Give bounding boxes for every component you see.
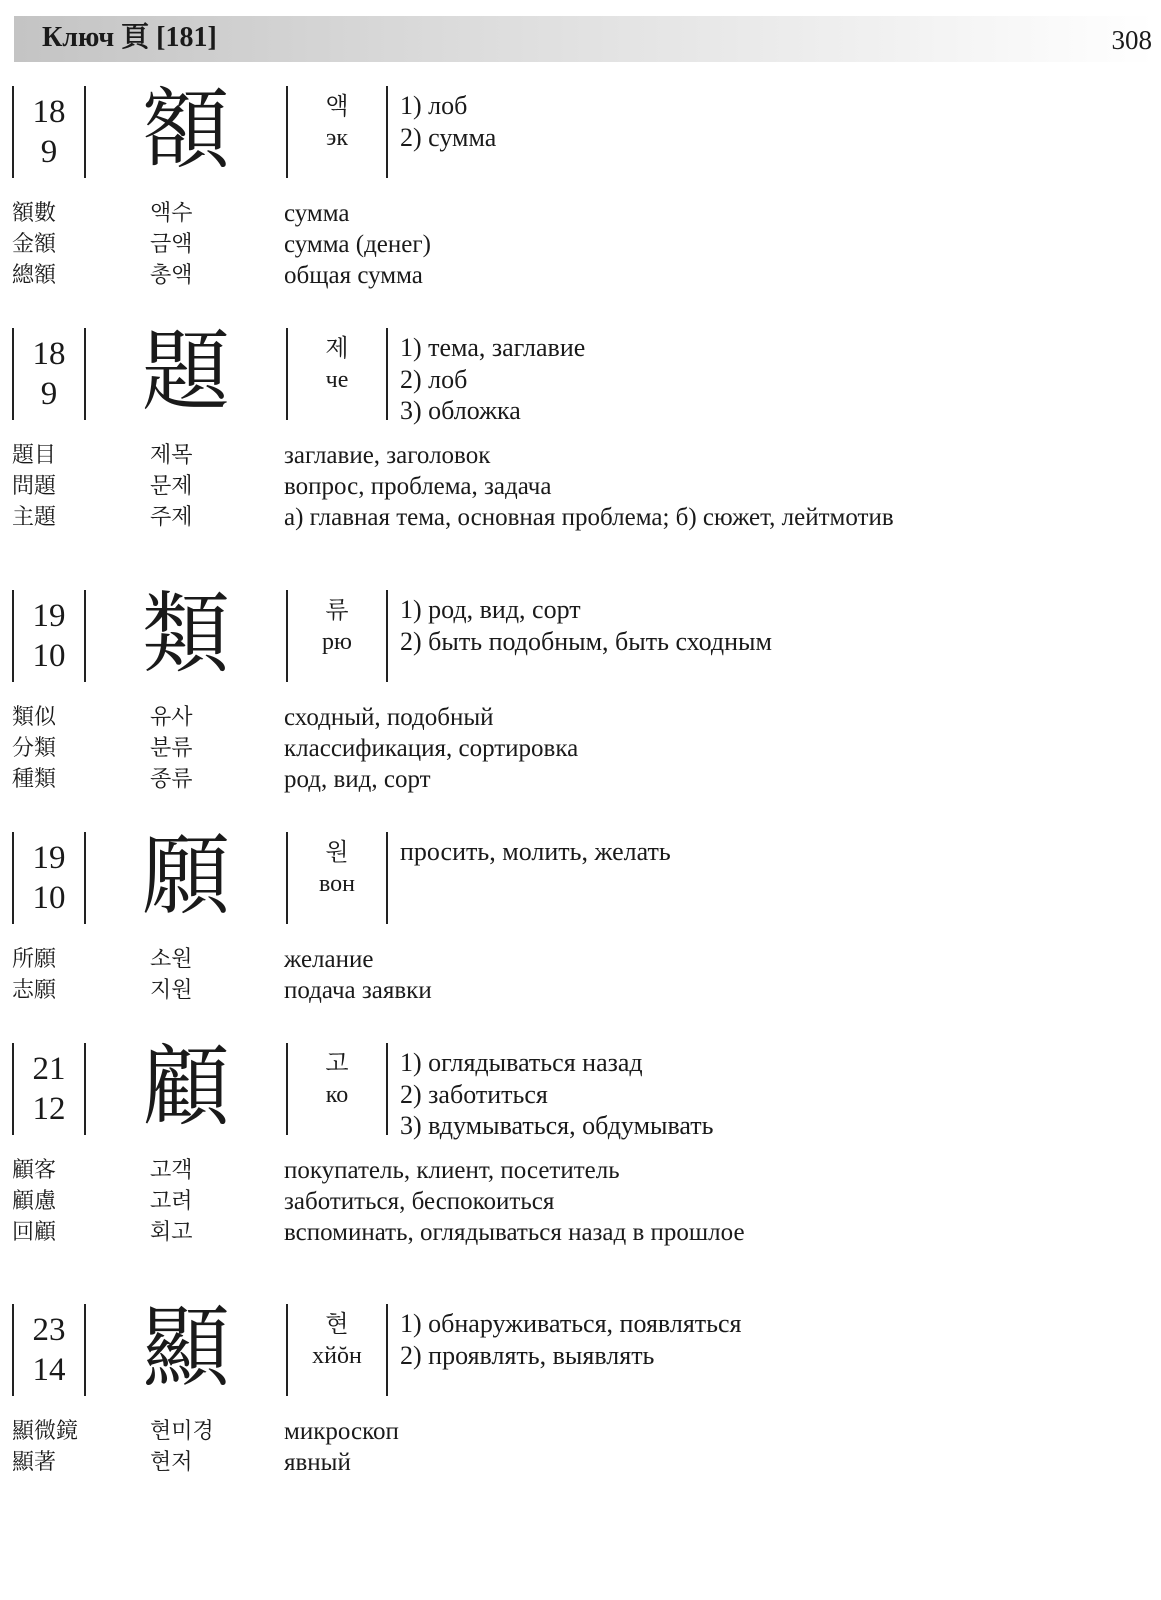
dictionary-entry [0,322,1161,533]
compound-meaning: заботиться, беспокоиться [284,1188,555,1215]
stroke-count-total: 21 [32,1051,66,1087]
compound-hangul: 소원 [150,947,193,972]
compound-hanja: 總額 [12,263,57,288]
stroke-count-box [12,590,86,682]
compound-row [0,471,1161,502]
compound-hangul: 현저 [150,1450,193,1475]
compounds-list [0,1155,1161,1248]
stroke-count-total: 19 [32,840,66,876]
headword-hanja: 題 [141,320,230,423]
compound-meaning: род, вид, сорт [284,766,431,793]
meaning-line: 2) заботиться [400,1079,548,1109]
reading-transliteration: эк [326,125,348,151]
compound-meaning: вопрос, проблема, задача [284,473,552,500]
stroke-count-extra: 10 [32,880,66,916]
entry-head [0,1035,1161,1140]
meaning-line: 1) тема, заглавие [400,333,586,362]
meaning-line: 1) оглядываться назад [400,1048,643,1077]
reading-hangul: 류 [325,596,349,624]
compound-row [0,944,1161,975]
entry-head [0,826,1161,926]
compound-hangul: 고객 [150,1158,193,1183]
stroke-count-extra: 9 [40,376,58,412]
page-header [14,16,1154,62]
compound-meaning: микроскоп [284,1418,399,1445]
stroke-count-extra: 10 [32,638,66,674]
compound-hanja: 顧客 [12,1158,57,1183]
headword-hanja: 額 [141,78,230,181]
compound-hanja: 金額 [12,232,57,257]
entry-head [0,1298,1161,1398]
meanings-list [400,594,772,657]
meaning-line: 2) сумма [400,122,497,152]
meanings-list [400,836,671,868]
compound-hangul: 현미경 [150,1419,214,1444]
stroke-count-total: 23 [32,1312,66,1348]
compound-hangul: 종류 [150,767,193,792]
meaning-line: 2) быть подобным, быть сходным [400,626,772,656]
reading-hangul: 제 [325,334,349,362]
compound-row [0,702,1161,733]
compound-meaning: подача заявки [284,977,432,1004]
meaning-line: 3) вдумываться, обдумывать [400,1111,714,1140]
meaning-line: 1) лоб [400,91,468,120]
compound-hangul: 총액 [150,263,193,288]
stroke-count-extra: 9 [40,134,58,170]
reading-box [286,1304,388,1396]
reading-transliteration: че [325,367,349,393]
compound-hanja: 問題 [12,474,57,499]
compound-hangul: 유사 [150,705,193,730]
compound-hanja: 回顧 [12,1220,57,1245]
compound-hanja: 志願 [12,978,57,1003]
reading-transliteration: вон [318,871,355,897]
meaning-line: 1) обнаруживаться, появляться [400,1309,742,1338]
compound-row [0,440,1161,471]
stroke-count-total: 18 [32,94,66,130]
stroke-count-extra: 12 [32,1091,66,1127]
stroke-count-box [12,832,86,924]
compound-meaning: заглавие, заголовок [284,442,491,469]
meanings-list [400,1047,714,1142]
compound-meaning: вспоминать, оглядываться назад в прошлое [284,1219,745,1246]
compound-meaning: классификация, сортировка [284,735,579,762]
compound-hangul: 문제 [150,474,193,499]
compounds-list [0,944,1161,1006]
compound-row [0,733,1161,764]
meanings-list [400,332,585,427]
reading-hangul: 액 [325,92,349,120]
meaning-line: 2) лоб [400,364,468,394]
page-title: Ключ 頁 [181] [42,22,217,53]
compounds-list [0,1416,1161,1478]
stroke-count-box [12,1043,86,1135]
compound-hangul: 지원 [150,978,193,1003]
reading-box [286,832,388,924]
reading-box [286,328,388,420]
compound-row [0,1447,1161,1478]
compound-row [0,1416,1161,1447]
compound-row [0,1155,1161,1186]
compound-row [0,975,1161,1006]
compound-hanja: 主題 [12,505,57,530]
compound-row [0,502,1161,533]
compound-hanja: 顯著 [12,1450,57,1475]
compound-hanja: 顯微鏡 [12,1419,79,1444]
reading-transliteration: хйŏн [312,1343,362,1369]
dictionary-entry [0,1298,1161,1478]
compound-row [0,764,1161,795]
dictionary-entry [0,80,1161,291]
stroke-count-box [12,1304,86,1396]
compound-hangul: 분류 [150,736,193,761]
stroke-count-box [12,86,86,178]
compound-hangul: 고려 [150,1189,193,1214]
stroke-count-total: 18 [32,336,66,372]
entry-head [0,584,1161,684]
dictionary-entry [0,826,1161,1006]
compound-hanja: 分類 [12,736,57,761]
reading-transliteration: ко [325,1082,349,1108]
meaning-line: 1) род, вид, сорт [400,595,581,624]
dictionary-entry [0,1037,1161,1248]
compound-hanja: 題目 [12,443,57,468]
compounds-list [0,440,1161,533]
reading-box [286,86,388,178]
compound-meaning: общая сумма [284,262,423,289]
compound-row [0,198,1161,229]
compound-hanja: 類似 [12,705,57,730]
reading-hangul: 원 [325,838,349,866]
reading-hangul: 고 [325,1049,349,1077]
meaning-line: 3) обложка [400,396,521,425]
compound-row [0,229,1161,260]
reading-hangul: 현 [325,1310,349,1338]
compound-hangul: 제목 [150,443,193,468]
headword-hanja: 類 [141,582,230,685]
compounds-list [0,198,1161,291]
meanings-list [400,1308,742,1371]
compounds-list [0,702,1161,795]
compound-hanja: 顧慮 [12,1189,57,1214]
compound-hangul: 금액 [150,232,193,257]
compound-row [0,260,1161,291]
stroke-count-total: 19 [32,598,66,634]
stroke-count-box [12,328,86,420]
compound-meaning: покупатель, клиент, посетитель [284,1157,620,1184]
headword-hanja: 願 [141,824,230,927]
dictionary-entry [0,584,1161,795]
entry-head [0,320,1161,425]
reading-transliteration: рю [322,629,352,655]
compound-hangul: 회고 [150,1220,193,1245]
headword-hanja: 顯 [141,1296,230,1399]
compound-meaning: сходный, подобный [284,704,494,731]
compound-hangul: 액수 [150,201,193,226]
compound-hangul: 주제 [150,505,193,530]
compound-meaning: желание [284,946,374,973]
reading-box [286,590,388,682]
compound-hanja: 所願 [12,947,57,972]
compound-meaning: а) главная тема, основная проблема; б) сюжет, лейтмотив [284,504,894,531]
meanings-list [400,90,496,153]
entry-head [0,80,1161,180]
meaning-line: 2) проявлять, выявлять [400,1340,655,1370]
compound-meaning: явный [284,1449,351,1476]
compound-hanja: 種類 [12,767,57,792]
reading-box [286,1043,388,1135]
headword-hanja: 顧 [141,1035,230,1138]
compound-hanja: 額數 [12,201,57,226]
compound-meaning: сумма (денег) [284,231,431,258]
meaning-line: просить, молить, желать [400,837,671,866]
page-number: 308 [1111,25,1152,55]
compound-meaning: сумма [284,200,350,227]
stroke-count-extra: 14 [32,1352,66,1388]
compound-row [0,1217,1161,1248]
compound-row [0,1186,1161,1217]
